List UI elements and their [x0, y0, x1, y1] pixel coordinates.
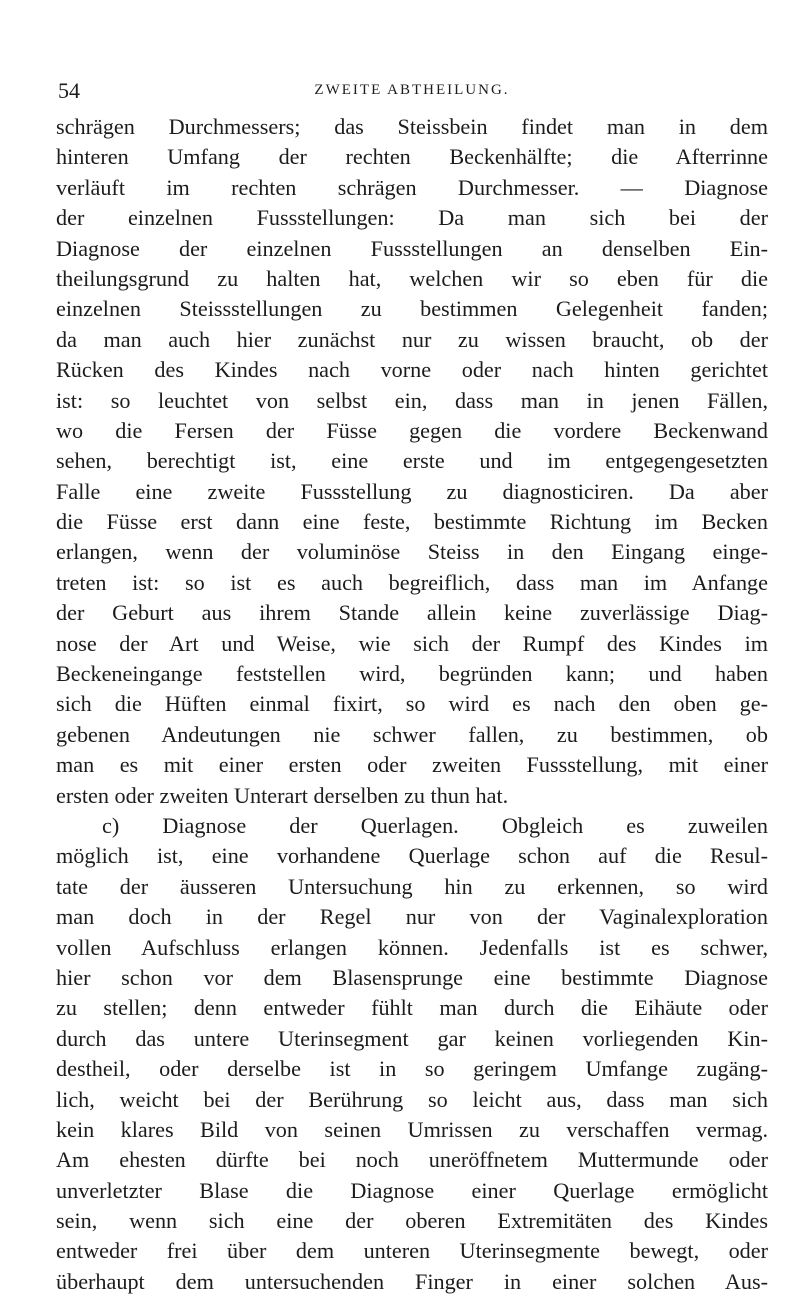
text-line: lich, weicht bei der Berührung so leicht aus, dass man sich	[56, 1086, 768, 1112]
text-line: theilungsgrund zu halten hat, welchen wir so eben für die	[56, 265, 768, 291]
text-line: treten ist: so ist es auch begreiflich, dass man im Anfange	[56, 569, 768, 595]
text-line: destheil, oder derselbe ist in so geringem Umfange zugäng-	[56, 1056, 768, 1082]
text-line: wo die Fersen der Füsse gegen die vordere Beckenwand	[56, 417, 768, 443]
text-line: verläuft im rechten schrägen Durchmesser. — Diagnose	[56, 174, 768, 200]
text-line: Beckeneingange feststellen wird, begründen kann; und haben	[56, 661, 768, 687]
text-line: Diagnose der einzelnen Fussstellungen an denselben Ein-	[56, 235, 768, 261]
body-text	[56, 112, 768, 1297]
text-line: ersten oder zweiten Unterart derselben zu thun hat.	[56, 782, 509, 808]
text-line: der Geburt aus ihrem Stande allein keine zuverlässige Diag-	[56, 600, 768, 626]
text-line: sich die Hüften einmal fixirt, so wird es nach den oben ge-	[56, 691, 768, 717]
text-line: nose der Art und Weise, wie sich der Rumpf des Kindes im	[56, 630, 768, 656]
text-line: einzelnen Steissstellungen zu bestimmen Gelegenheit fanden;	[56, 296, 768, 322]
text-line: tate der äusseren Untersuchung hin zu erkennen, so wird	[56, 873, 768, 899]
text-line: da man auch hier zunächst nur zu wissen braucht, ob der	[56, 326, 768, 352]
text-line: die Füsse erst dann eine feste, bestimmte Richtung im Becken	[56, 509, 768, 535]
running-title: ZWEITE ABTHEILUNG.	[314, 82, 510, 98]
text-line: zu stellen; denn entweder fühlt man durch die Eihäute oder	[56, 995, 768, 1021]
text-line: vollen Aufschluss erlangen können. Jedenfalls ist es schwer,	[56, 934, 768, 960]
text-line: durch das untere Uterinsegment gar keinen vorliegenden Kin-	[56, 1025, 768, 1051]
text-line: Falle eine zweite Fussstellung zu diagnosticiren. Da aber	[56, 478, 768, 504]
text-line: unverletzter Blase die Diagnose einer Querlage ermöglicht	[56, 1177, 768, 1203]
section-heading-line: c) Diagnose der Querlagen. Obgleich es zuweilen	[102, 812, 768, 838]
text-line: hier schon vor dem Blasensprunge eine bestimmte Diagnose	[56, 964, 768, 990]
text-line: man es mit einer ersten oder zweiten Fussstellung, mit einer	[56, 752, 768, 778]
text-line: sehen, berechtigt ist, eine erste und im entgegengesetzten	[56, 448, 768, 474]
text-line: hinteren Umfang der rechten Beckenhälfte; die Afterrinne	[56, 144, 768, 170]
text-line: möglich ist, eine vorhandene Querlage schon auf die Resul-	[56, 843, 768, 869]
text-line: schrägen Durchmessers; das Steissbein findet man in dem	[56, 114, 768, 139]
text-line: Am ehesten dürfte bei noch uneröffnetem Muttermunde oder	[56, 1147, 768, 1173]
text-line: der einzelnen Fussstellungen: Da man sich bei der	[56, 205, 768, 231]
text-line: entweder frei über dem unteren Uterinsegmente bewegt, oder	[56, 1238, 768, 1264]
text-line: kein klares Bild von seinen Umrissen zu verschaffen vermag.	[56, 1116, 768, 1142]
text-line: ist: so leuchtet von selbst ein, dass man in jenen Fällen,	[56, 387, 768, 413]
text-line: Rücken des Kindes nach vorne oder nach hinten gerichtet	[56, 357, 768, 383]
text-line: gebenen Andeutungen nie schwer fallen, zu bestimmen, ob	[56, 721, 768, 747]
text-line: erlangen, wenn der voluminöse Steiss in den Eingang einge-	[56, 539, 768, 565]
page-number: 54	[58, 78, 80, 103]
text-line: man doch in der Regel nur von der Vaginalexploration	[56, 904, 768, 930]
text-line: sein, wenn sich eine der oberen Extremitäten des Kindes	[56, 1208, 768, 1234]
page-header	[58, 78, 766, 102]
text-line: überhaupt dem untersuchenden Finger in einer solchen Aus-	[56, 1268, 768, 1294]
